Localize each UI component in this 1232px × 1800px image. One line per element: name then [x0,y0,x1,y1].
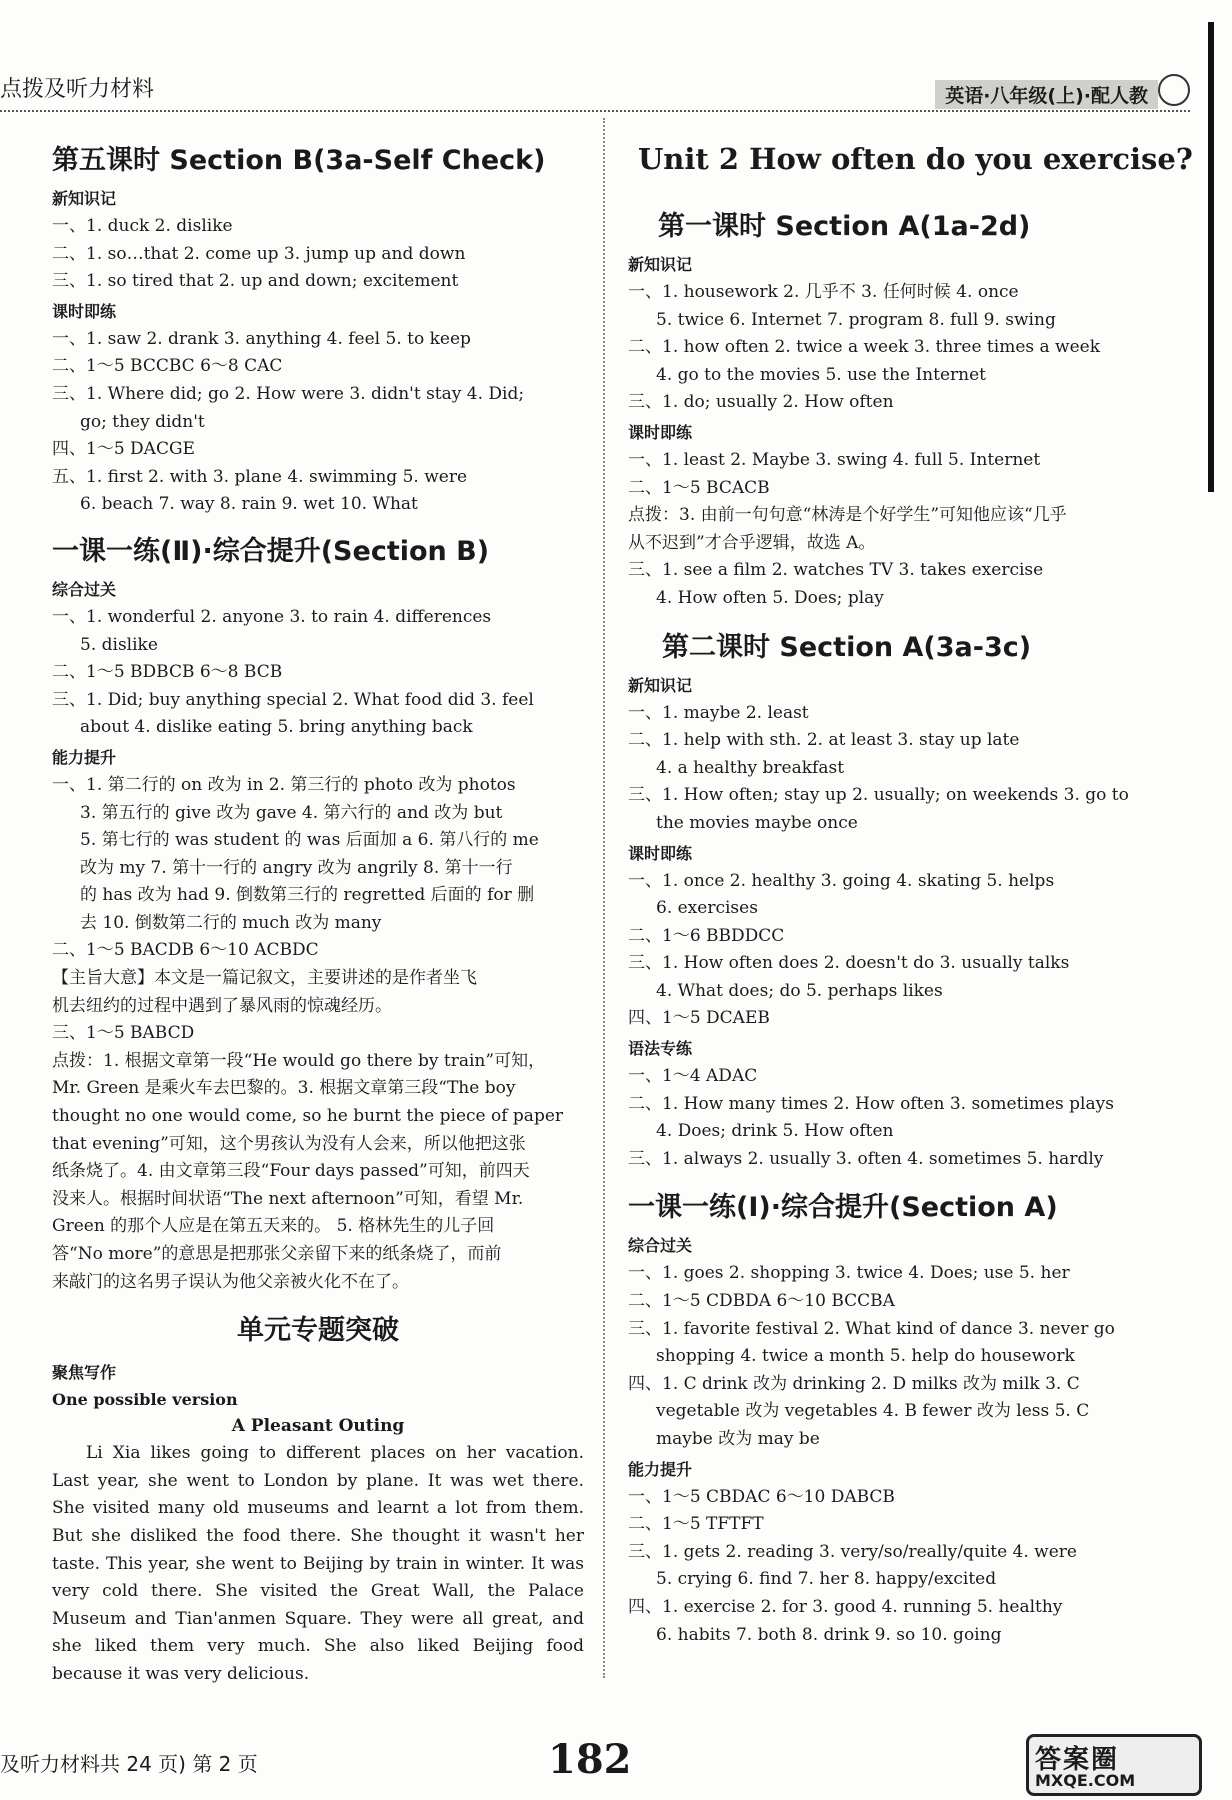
answer-line: 机去纽约的过程中遇到了暴风雨的惊魂经历。 [52,995,392,1016]
publisher-logo-icon [1158,74,1190,106]
answer-line: thought no one would come, so he burnt the piece of paper [52,1106,564,1127]
subsection-label: 课时即练 [52,301,117,321]
answer-line: 4. How often 5. Does; play [656,587,884,608]
subsection-label: 能力提升 [52,747,117,767]
answer-block [52,578,584,1296]
answer-line: 三、1. How often does 2. doesn't do 3. usually talks [628,953,1070,974]
essay-body: Li Xia likes going to different places on her vacation. Last year, she went to London by plane. It was wet there. She visited many old museums and learnt a lot from them. But she disliked the food there. She thought it wasn't her taste. This year, she went to Beijing by train in winter. It was very cold there. She visited the Great Wall, the Palace Museum and Tian'anmen Square. They were all great, and she liked them very much. She also liked Beijing food because it was very delicious. [52,1443,584,1684]
section-heading: 第一课时 Section A(1a-2d) [658,211,1031,242]
answer-line: 四、1～5 DACGE [52,439,195,460]
answer-line: 6. beach 7. way 8. rain 9. wet 10. What [80,494,418,515]
watermark-url: MXQE.COM [1035,1771,1136,1790]
subsection-label: 能力提升 [628,1459,693,1479]
answer-line: 4. a healthy breakfast [656,757,845,778]
answer-line: 5. dislike [80,634,158,655]
answer-line: 一、1. maybe 2. least [628,702,809,723]
answer-line: shopping 4. twice a month 5. help do housework [656,1346,1075,1367]
answer-line: 纸条烧了。4. 由文章第三段“Four days passed”可知，前四天 [52,1161,530,1182]
answer-line: 5. twice 6. Internet 7. program 8. full 9. swing [656,309,1056,330]
section-heading: 一课一练(Ⅰ)·综合提升(Section A) [628,1192,1058,1224]
answer-line: 6. habits 7. both 8. drink 9. so 10. going [656,1624,1002,1645]
essay-title: A Pleasant Outing [231,1416,405,1437]
answer-line: 二、1～5 BCCBC 6～8 CAC [52,356,283,377]
answer-line: 二、1～5 BACDB 6～10 ACBDC [52,940,319,961]
answer-line: Mr. Green 是乘火车去巴黎的。3. 根据文章第三段“The boy [52,1078,516,1099]
left-column [52,130,584,1689]
answer-line: 4. go to the movies 5. use the Internet [656,364,986,385]
answer-line: 去 10. 倒数第二行的 much 改为 many [80,912,382,933]
answer-line: 没来人。根据时间状语“The next afternoon”可知，看望 Mr. [52,1188,524,1209]
answer-line: 一、1. saw 2. drank 3. anything 4. feel 5. to keep [52,328,471,349]
answer-line: 四、1～5 DCAEB [628,1008,770,1029]
answer-line: 一、1. goes 2. shopping 3. twice 4. Does; use 5. her [628,1263,1070,1284]
answer-line: 3. 第五行的 give 改为 gave 4. 第六行的 and 改为 but [80,802,503,823]
answer-line: 三、1. so tired that 2. up and down; excitement [52,271,459,292]
answer-line: 二、1. so…that 2. come up 3. jump up and down [52,243,466,264]
answer-line: 四、1. C drink 改为 drinking 2. D milks 改为 milk 3. C [628,1373,1080,1394]
answer-line: 改为 my 7. 第十一行的 angry 改为 angrily 8. 第十一行 [80,857,513,878]
column-divider [603,118,605,1678]
footer-left-text: 及听力材料共 24 页) 第 2 页 [0,1752,258,1776]
answer-line: 二、1～5 CDBDA 6～10 BCCBA [628,1291,895,1312]
answer-line: 二、1. How many times 2. How often 3. sometimes plays [628,1093,1114,1114]
answer-line: 二、1～5 TFTFT [628,1514,764,1535]
section-heading: 单元专题突破 [237,1315,399,1347]
answer-line: 二、1. help with sth. 2. at least 3. stay up late [628,730,1020,751]
subsection-label: 课时即练 [628,843,693,863]
subsection-label: 语法专练 [628,1039,693,1059]
subsection-label: 综合过关 [628,1236,693,1256]
answer-line: 从不迟到”才合乎逻辑，故选 A。 [628,532,876,553]
answer-line: 三、1. favorite festival 2. What kind of dance 3. never go [628,1318,1115,1339]
answer-block [628,674,1188,1174]
answer-line: 一、1. wonderful 2. anyone 3. to rain 4. differences [52,606,492,627]
answer-line: the movies maybe once [656,812,858,833]
answer-line: 5. 第七行的 was student 的 was 后面加 a 6. 第八行的 me [80,830,539,851]
answer-line: 四、1. exercise 2. for 3. good 4. running 5. healthy [628,1596,1063,1617]
answer-line: 一、1. housework 2. 几乎不 3. 任何时候 4. once [628,282,1019,302]
answer-line: 三、1. Did; buy anything special 2. What food did 3. feel [52,689,534,710]
answer-line: 二、1～5 BCACB [628,477,770,498]
answer-line: that evening”可知，这个男孩认为没有人会来，所以他把这张 [52,1133,526,1154]
answer-line: 一、1. 第二行的 on 改为 in 2. 第三行的 photo 改为 photos [52,774,516,795]
watermark-text: 答案圈 [1035,1745,1120,1775]
answer-line: 答“No more”的意思是把那张父亲留下来的纸条烧了，而前 [52,1244,502,1264]
answer-line: 点拨：1. 根据文章第一段“He would go there by train”可知， [52,1050,546,1071]
answer-line: 一、1. once 2. healthy 3. going 4. skating 5. helps [628,870,1055,891]
answer-line: about 4. dislike eating 5. bring anything back [80,717,473,738]
watermark-logo [1026,1734,1202,1796]
page-footer [0,1736,1232,1790]
answer-line: 5. crying 6. find 7. her 8. happy/excited [656,1569,997,1590]
answer-line: 一、1～5 CBDAC 6～10 DABCB [628,1486,895,1507]
answer-line: 点拨：3. 由前一句句意“林涛是个好学生”可知他应该“几乎 [628,505,1067,526]
answer-line: 三、1. see a film 2. watches TV 3. takes exercise [628,560,1044,581]
answer-line: 的 has 改为 had 9. 倒数第三行的 regretted 后面的 for 删 [80,885,535,906]
answer-line: 三、1. How often; stay up 2. usually; on weekends 3. go to [628,785,1129,806]
section-heading: 一课一练(Ⅱ)·综合提升(Section B) [52,535,490,567]
answer-line: vegetable 改为 vegetables 4. B fewer 改为 less 5. C [656,1401,1090,1422]
section-heading: 第五课时 Section B(3a-Self Check) [52,145,546,176]
answer-line: 4. What does; do 5. perhaps likes [656,980,943,1001]
subsection-label: 新知识记 [628,675,693,695]
version-label: One possible version [52,1390,238,1410]
answer-block [52,187,584,519]
answer-block [628,1234,1188,1649]
page-number: 182 [548,1736,632,1783]
answer-line: 三、1～5 BABCD [52,1023,195,1044]
answer-line: 来敲门的这名男子误认为他父亲被火化不在了。 [52,1271,409,1292]
answer-line: 三、1. do; usually 2. How often [628,392,894,413]
answer-line: 二、1～5 BDBCB 6～8 BCB [52,662,283,683]
page-header [0,70,1190,112]
answer-line: maybe 改为 may be [656,1429,820,1449]
answer-line: 二、1～6 BBDDCC [628,925,785,946]
answer-line: 三、1. always 2. usually 3. often 4. sometimes 5. hardly [628,1148,1104,1169]
answer-line: go; they didn't [80,411,205,432]
answer-line: 五、1. first 2. with 3. plane 4. swimming 5. were [52,466,468,487]
answer-line: 一、1～4 ADAC [628,1066,758,1087]
page-edge-bar [1208,22,1214,492]
answer-line: 三、1. Where did; go 2. How were 3. didn't stay 4. Did; [52,383,525,404]
section-heading: 第二课时 Section A(3a-3c) [662,631,1032,663]
answer-block [628,253,1188,613]
subsection-label: 新知识记 [628,255,693,274]
answer-line: 6. exercises [656,898,758,919]
answer-line: 4. Does; drink 5. How often [656,1121,894,1142]
subsection-label: 新知识记 [52,189,117,208]
answer-line: 一、1. duck 2. dislike [52,216,233,236]
right-column [628,130,1193,1649]
answer-line: Green 的那个人应是在第五天来的。 5. 格林先生的儿子回 [52,1216,495,1237]
unit-title: Unit 2 How often do you exercise? [638,142,1193,176]
subsection-label: 综合过关 [52,579,117,599]
answer-line: 【主旨大意】本文是一篇记叙文，主要讲述的是作者坐飞 [52,968,477,989]
header-left-text: 点拨及听力材料 [0,77,155,102]
subsection-label: 聚焦写作 [52,1363,117,1383]
answer-line: 三、1. gets 2. reading 3. very/so/really/quite 4. were [628,1541,1077,1562]
header-book-info: 英语·八年级(上)·配人教 [935,80,1158,109]
answer-line: 一、1. least 2. Maybe 3. swing 4. full 5. Internet [628,449,1041,470]
subsection-label: 课时即练 [628,422,693,442]
answer-line: 二、1. how often 2. twice a week 3. three times a week [628,337,1101,358]
